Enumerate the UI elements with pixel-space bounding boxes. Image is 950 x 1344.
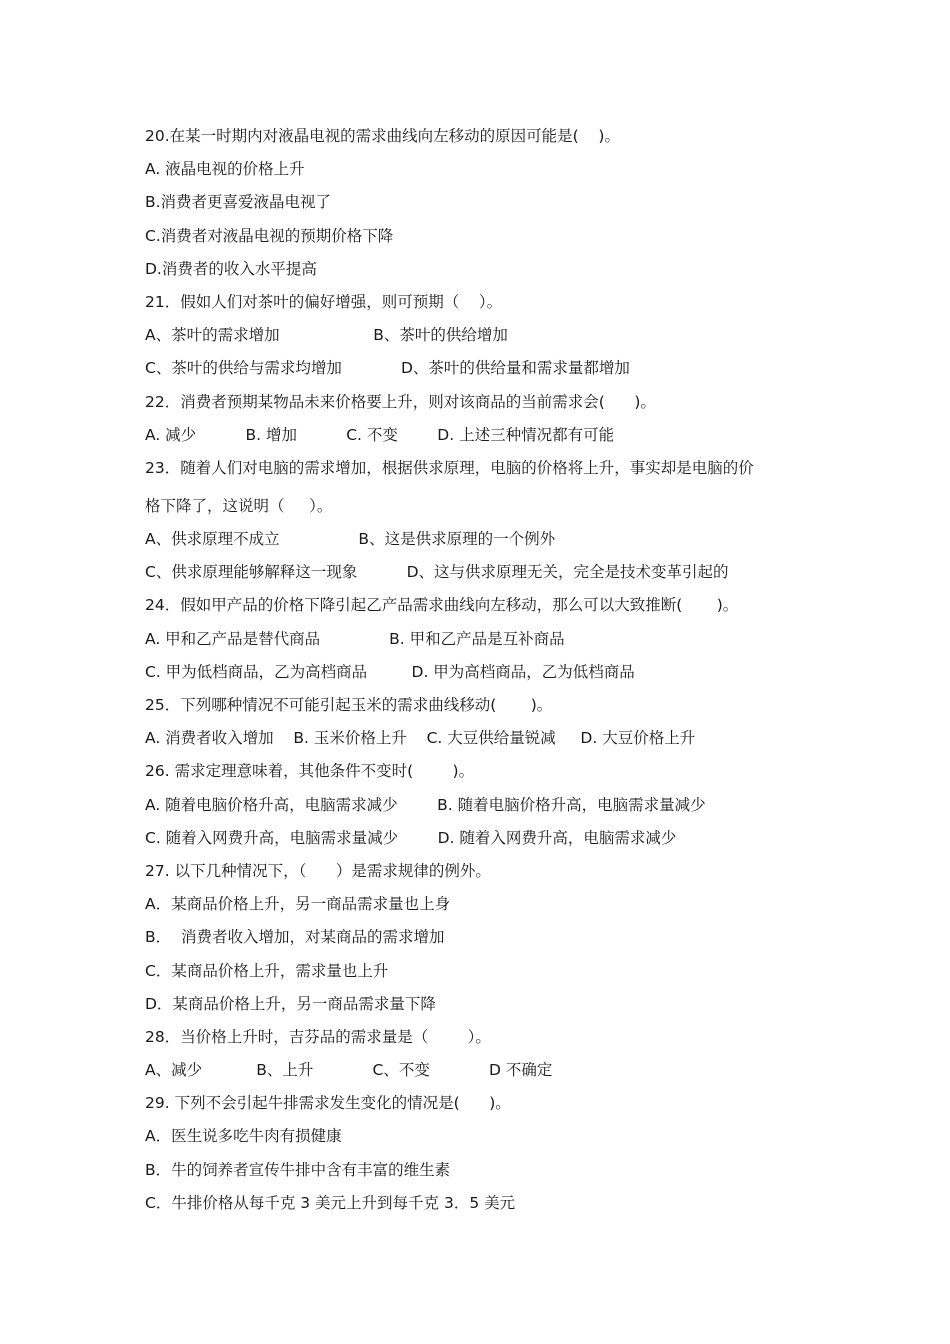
question-27-stem: 27. 以下几种情况下，（ ）是需求规律的例外。: [145, 861, 491, 880]
question-23-options-cd: C、供求原理能够解释这一现象 D、这与供求原理无关，完全是技术变革引起的: [145, 563, 729, 582]
question-26-options-cd: C. 随着入网费升高，电脑需求量减少 D. 随着入网费升高，电脑需求减少: [145, 828, 677, 847]
question-25-stem: 25．下列哪种情况不可能引起玉米的需求曲线移动( )。: [145, 696, 553, 714]
question-21-options-ab: A、茶叶的需求增加 B、茶叶的供给增加: [145, 326, 508, 345]
question-25-options: A. 消费者收入增加 B. 玉米价格上升 C. 大豆供给量锐减 D. 大豆价格上升: [145, 729, 696, 748]
question-20-stem: 20.在某一时期内对液晶电视的需求曲线向左移动的原因可能是( )。: [145, 127, 620, 145]
question-26-stem: 26. 需求定理意味着，其他条件不变时( )。: [145, 762, 475, 781]
question-26-options-ab: A. 随着电脑价格升高，电脑需求减少 B. 随着电脑价格升高，电脑需求量减少: [145, 795, 706, 814]
question-28-options: A、减少 B、上升 C、不变 D 不确定: [145, 1061, 553, 1080]
question-22-stem: 22．消费者预期某物品未来价格要上升，则对该商品的当前需求会( )。: [145, 392, 656, 411]
question-27-option-d: D．某商品价格上升，另一商品需求量下降: [145, 994, 436, 1013]
question-27-option-a: A．某商品价格上升，另一商品需求量也上身: [145, 895, 451, 914]
question-20-option-a: A. 液晶电视的价格上升: [145, 160, 305, 179]
question-29-option-c: C．牛排价格从每千克 3 美元上升到每千克 3．5 美元: [145, 1193, 516, 1212]
question-27-option-c: C．某商品价格上升，需求量也上升: [145, 961, 389, 980]
question-list: [145, 124, 825, 1224]
question-29-stem: 29. 下列不会引起牛排需求发生变化的情况是( )。: [145, 1094, 511, 1113]
question-20-option-b: B.消费者更喜爱液晶电视了: [145, 193, 332, 212]
question-29-option-b: B．牛的饲养者宣传牛排中含有丰富的维生素: [145, 1160, 451, 1179]
question-28-stem: 28．当价格上升时，吉芬品的需求量是（ ）。: [145, 1027, 491, 1046]
question-23-stem-line-2: 格下降了，这说明（ ）。: [145, 496, 333, 515]
question-24-options-ab: A. 甲和乙产品是替代商品 B. 甲和乙产品是互补商品: [145, 629, 565, 648]
question-29-option-a: A．医生说多吃牛肉有损健康: [145, 1127, 342, 1146]
question-21-options-cd: C、茶叶的供给与需求均增加 D、茶叶的供给量和需求量都增加: [145, 359, 630, 378]
question-23-stem-line-1: 23．随着人们对电脑的需求增加，根据供求原理，电脑的价格将上升，事实却是电脑的价: [145, 458, 754, 477]
question-20-option-c: C.消费者对液晶电视的预期价格下降: [145, 226, 394, 245]
question-20-option-d: D.消费者的收入水平提高: [145, 259, 317, 278]
question-24-options-cd: C. 甲为低档商品，乙为高档商品 D. 甲为高档商品，乙为低档商品: [145, 662, 635, 681]
question-27-option-b: B． 消费者收入增加，对某商品的需求增加: [145, 928, 445, 947]
question-21-stem: 21．假如人们对茶叶的偏好增强，则可预期（ ）。: [145, 292, 503, 311]
question-22-options: A. 减少 B. 增加 C. 不变 D. 上述三种情况都有可能: [145, 425, 615, 444]
question-23-options-ab: A、供求原理不成立 B、这是供求原理的一个例外: [145, 530, 556, 549]
question-24-stem: 24．假如甲产品的价格下降引起乙产品需求曲线向左移动，那么可以大致推断( )。: [145, 596, 739, 615]
